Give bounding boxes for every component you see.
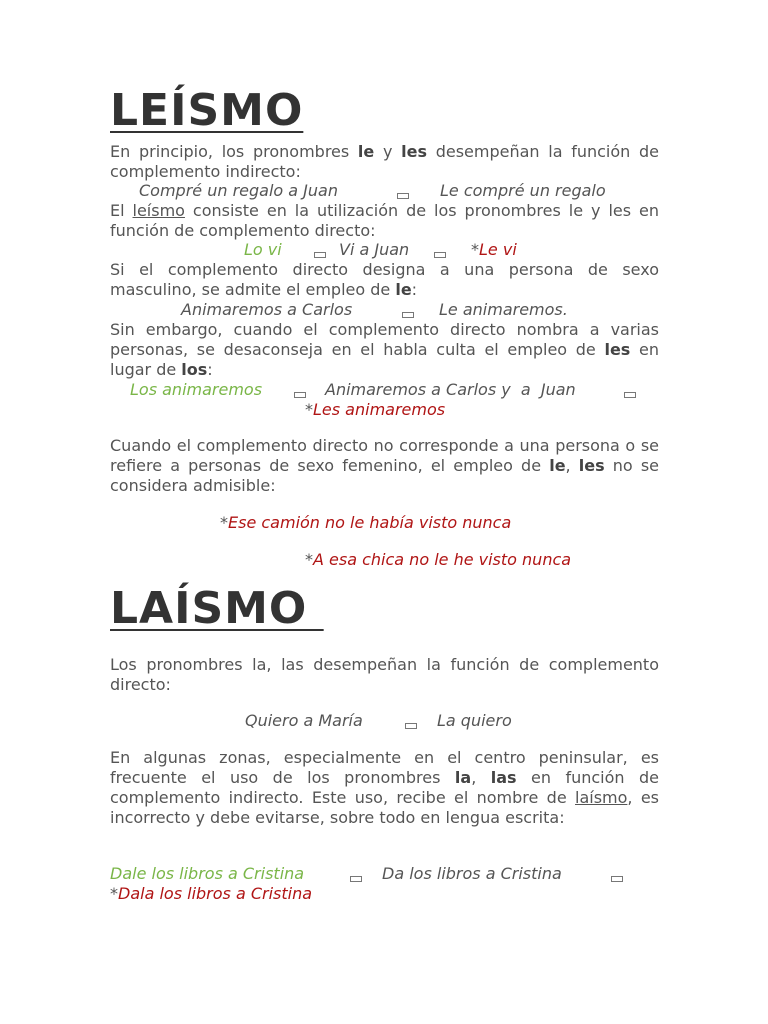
arrow-icon [294, 392, 306, 398]
leismo-paragraph-2: El leísmo consiste en la utilización de los pronombres le y les en función de complemento directo: [110, 201, 660, 240]
example-le-compre-regalo: Le compré un regalo [440, 181, 606, 200]
example-dale-los-libros: Dale los libros a Cristina [110, 864, 305, 883]
laismo-paragraph-1: Los pronombres la, las desempeñan la función de complemento directo: [110, 655, 659, 694]
example-esa-chica: *A esa chica no le he visto nunca [305, 550, 572, 569]
example-quiero-a-maria: Quiero a María [245, 711, 363, 730]
example-los-animaremos: Los animaremos [130, 380, 263, 399]
example-dala-los-libros: *Dala los libros a Cristina [110, 884, 313, 903]
example-le-animaremos: Le animaremos. [439, 300, 568, 319]
example-la-quiero: La quiero [437, 711, 512, 730]
example-le-vi: *Le vi [471, 240, 517, 259]
leismo-paragraph-3: Si el complemento directo designa a una persona de sexo masculino, se admite el empleo de le: [110, 260, 659, 299]
leismo-title: LEÍSMO [110, 85, 304, 136]
arrow-icon [314, 252, 326, 258]
arrow-icon [611, 876, 623, 882]
laismo-title: LAÍSMO [110, 583, 324, 634]
example-vi-a-juan: Vi a Juan [339, 240, 410, 259]
example-animaremos-carlos-juan: Animaremos a Carlos y a Juan [325, 380, 576, 399]
example-les-animaremos: *Les animaremos [305, 400, 446, 419]
example-ese-camion: *Ese camión no le había visto nunca [220, 513, 512, 532]
example-animaremos-carlos: Animaremos a Carlos [181, 300, 353, 319]
arrow-icon [397, 193, 409, 199]
leismo-paragraph-4: Sin embargo, cuando el complemento directo nombra a varias personas, se desaconseja en el habla culta el empleo de les en lugar de los: [110, 320, 659, 379]
leismo-paragraph-5: Cuando el complemento directo no corresponde a una persona o se refiere a personas de sexo femenino, el empleo de le, les no se considera admisible: [110, 436, 660, 495]
example-compre-regalo-juan: Compré un regalo a Juan [139, 181, 338, 200]
laismo-paragraph-2: En algunas zonas, especialmente en el centro peninsular, es frecuente el uso de los pronombres la, las en función de complemento indirecto. Este uso, recibe el nombre de laísmo, es incorrecto y debe evitarse, sobre todo en lengua escrita: [110, 748, 660, 827]
arrow-icon [402, 312, 414, 318]
leismo-paragraph-1: En principio, los pronombres le y les desempeñan la función de complemento indirecto: [110, 142, 659, 181]
example-lo-vi: Lo vi [244, 240, 282, 259]
arrow-icon [350, 876, 362, 882]
arrow-icon [624, 392, 636, 398]
arrow-icon [405, 723, 417, 729]
arrow-icon [434, 252, 446, 258]
example-da-los-libros: Da los libros a Cristina [382, 864, 562, 883]
